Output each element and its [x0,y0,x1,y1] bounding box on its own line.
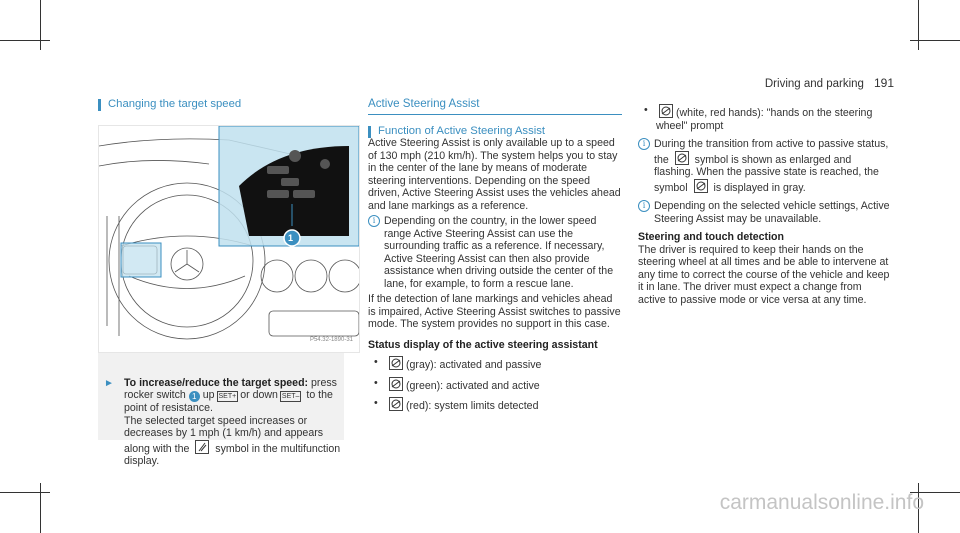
crop-mark [40,0,41,50]
right-column [638,98,892,306]
status-text: (red): system limits detected [406,400,539,412]
status-item-white [638,104,892,132]
target-speed-symbol-icon [195,440,209,454]
status-item-gray [368,356,622,372]
step-text-1: press rocker switch [124,376,337,401]
status-item-red [368,397,622,413]
steering-touch-detection-title: Steering and touch detection [638,231,784,243]
heading-changing-target-speed: Changing the target speed [98,98,348,111]
note-text: Depending on the selected vehicle settings, Active Steering Assist may be unavailable. [654,200,890,225]
set-minus-key-icon: SET– [281,393,300,400]
steering-touch-paragraph: The driver is required to keep their hands on the steering wheel at all times and be able to intervene at any time to correct the course of the vehicle and keep it in lane. The driver must expect a change from active to passive mode or vice versa at any time. [638,243,890,306]
info-icon: i [638,200,650,212]
step-lead: To increase/reduce the target speed: [124,376,309,389]
page-header [765,76,894,90]
step-arrow-icon: ► [104,377,114,389]
note-transition [638,138,892,194]
note-text-c: is displayed in gray. [713,181,806,194]
info-icon: i [638,138,650,150]
steering-wheel-figure [98,125,360,353]
set-plus-key-icon: SET+ [218,393,237,400]
callout-badge: 1 [189,391,200,402]
crop-mark [910,40,960,41]
status-text: (green): activated and active [406,379,540,392]
instruction-step [98,377,348,468]
watermark: carmanualsonline.info [719,491,924,514]
status-text: (gray): activated and passive [406,359,542,371]
status-display-title: Status display of the active steering assistant [368,338,598,351]
figure-code: P54.32-1890-31 [309,337,353,343]
steering-assist-icon [659,104,673,118]
step-text-4: symbol in the multifunction display. [124,442,341,467]
step-text-3: The selected target speed increases or decreases by 1 mph (1 km/h) and appears along with the [124,414,324,455]
steering-assist-icon [694,179,708,193]
sub-heading-function: Function of Active Steering Assist [368,125,622,138]
note-vehicle-settings [638,200,892,225]
status-item-green [368,377,622,393]
note-country [368,215,622,290]
steering-assist-icon [675,151,689,165]
note-text-b: symbol is shown as enlarged and flashing. When the passive state is reached, the symbol [654,153,879,194]
paragraph-1: Active Steering Assist is only available up to a speed of 130 mph (210 km/h). The system helps you to stay in the center of the lane by means of moderate steering interventions. Depending on the speed driven, Active Steering Assist uses the vehicles ahead and lane markings as a reference. [368,137,621,212]
crop-mark [40,483,41,533]
left-column [98,98,353,468]
crop-mark [0,492,50,493]
steering-assist-icon [389,377,403,391]
info-icon: i [368,215,380,227]
note-text-a: During the transition from active to passive status, the [654,138,889,166]
status-text: (white, red hands): "hands on the steering wheel" prompt [656,107,873,132]
step-text-2: to the point of resistance. [124,389,333,414]
page-number: 191 [873,76,894,90]
step-up: up [202,389,215,401]
steering-assist-icon [389,356,403,370]
step-or-down: or down [240,389,278,401]
crop-mark [0,40,50,41]
note-text: Depending on the country, in the lower speed range Active Steering Assist can use the surrounding traffic as a reference. If necessary, Active Steering Assist can then also provide assistance when driving outside the center of the lane, for example, to form a rescue lane. [384,215,614,290]
callout-1: 1 [288,232,294,243]
steering-assist-icon [389,397,403,411]
crop-mark [918,0,919,50]
paragraph-2: If the detection of lane markings and vehicles ahead is impaired, Active Steering Assist switches to passive mode. The system provides no support in this case. [368,293,621,330]
steering-wheel-illustration [99,126,359,352]
section-title: Driving and parking [764,78,864,90]
section-heading-active-steering-assist: Active Steering Assist [368,98,622,115]
middle-column [368,98,622,413]
